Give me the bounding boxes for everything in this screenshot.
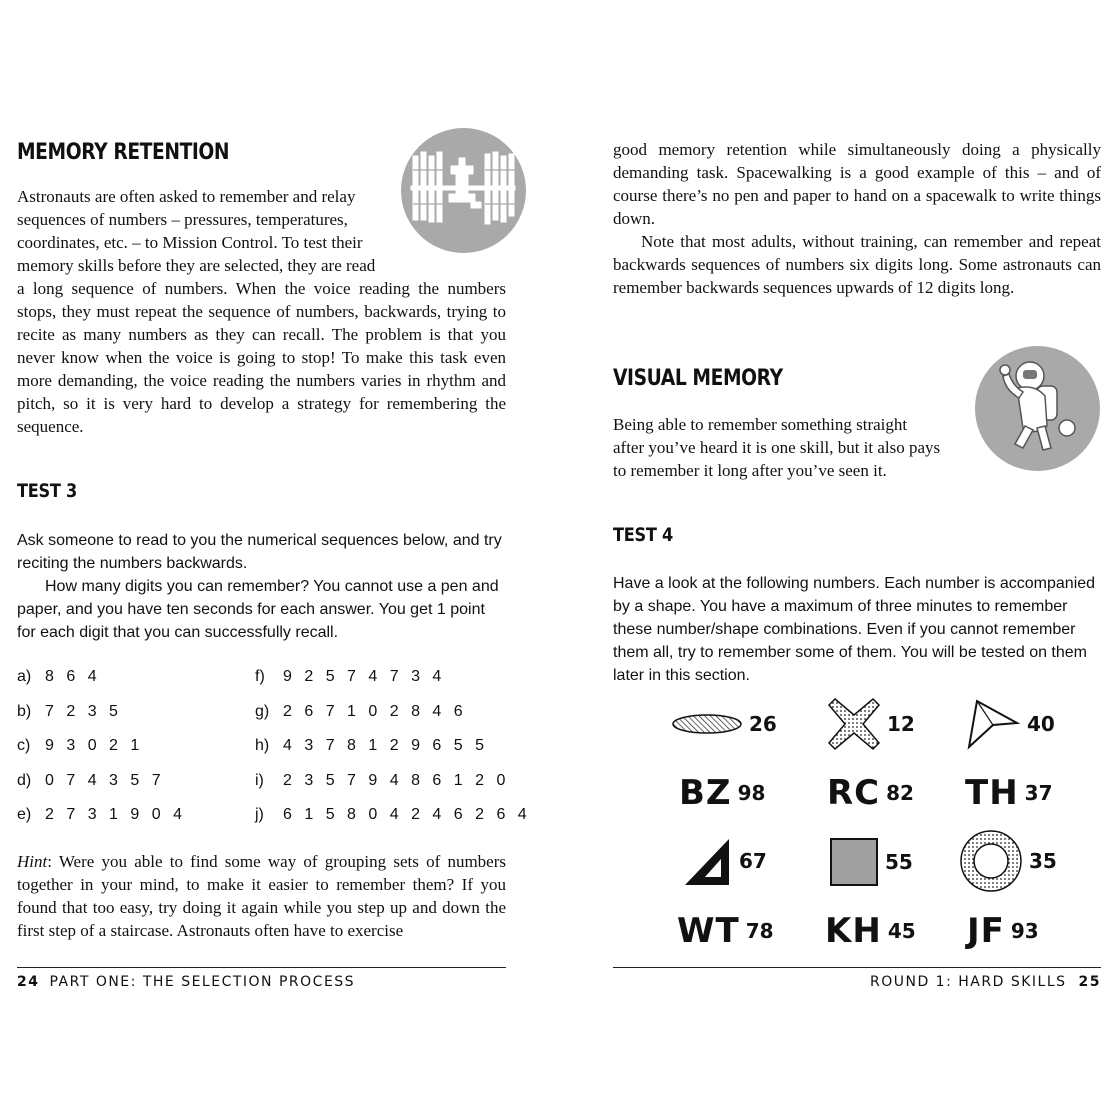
intro-line-2: sequences of numbers – pressures, temperatures,	[17, 210, 348, 229]
shape-letters: TH	[965, 773, 1019, 813]
hint-text: : Were you able to find some way of grouping sets of numbers together in your mind, to make it easier to remember them? If you found that too easy, try doing it again while you step up and down the first step of a staircase. Astronauts often have to exercise	[17, 852, 506, 940]
arrow-pointer-icon	[965, 697, 1021, 751]
hint-paragraph	[17, 850, 506, 942]
shape-number: 78	[745, 919, 774, 943]
sequence-letter: f)	[255, 668, 265, 685]
sequence-letter: j)	[255, 806, 264, 823]
visual-line-1: Being able to remember something straight	[613, 415, 908, 434]
intro-line-1: Astronauts are often asked to remember and relay	[17, 187, 356, 206]
right-running-title: ROUND 1: HARD SKILLS	[869, 974, 1067, 990]
sequence-f	[255, 665, 445, 689]
intro-line-3: coordinates, etc. – to Mission Control. To test their	[17, 233, 363, 252]
shape-number: 35	[1029, 849, 1057, 873]
sequence-digits: 7 2 3 5	[45, 703, 122, 720]
sequence-e	[17, 803, 186, 827]
shape-number: 98	[737, 781, 766, 805]
test-3-instructions: Ask someone to read to you the numerical sequences below, and try reciting the numbers backwards.	[17, 532, 502, 572]
shape-cell-82	[827, 772, 914, 814]
dotted-cross-icon	[827, 697, 881, 751]
test-4-instructions: Have a look at the following numbers. Each number is accompanied by a shape. You have a maximum of three minutes to remember these number/shape combinations. Even if you cannot remember them all, try to remember some of them. You will be tested on them later in this section.	[613, 575, 1096, 684]
sequence-digits: 9 3 0 2 1	[45, 737, 144, 754]
sequence-letter: i)	[255, 772, 264, 789]
hint-label: Hint	[17, 852, 48, 871]
right-footer	[613, 967, 1101, 990]
triangle-icon	[683, 835, 733, 887]
sequence-b	[17, 700, 122, 724]
shape-number: 45	[887, 919, 916, 943]
shape-number: 12	[887, 712, 915, 736]
right-page	[557, 0, 1114, 1114]
left-running-title: PART ONE: THE SELECTION PROCESS	[49, 974, 356, 990]
intro-paragraph-rest: a long sequence of numbers. When the voice reading the numbers stops, they must repeat the sequence of numbers, backwards, trying to recite as many numbers as they can recall. The problem is that you never know when the voice is going to stop! To make this task even more demanding, the voice reading the numbers varies in rhythm and pitch, so it is very hard to develop a strategy for remembering the sequence.	[17, 279, 506, 436]
visual-memory-intro	[613, 413, 973, 482]
visual-line-2: after you’ve heard it is one skill, but it also pays	[613, 438, 941, 457]
sequence-a	[17, 665, 101, 689]
sequence-letter: c)	[17, 737, 31, 754]
sequence-i	[255, 769, 509, 793]
shape-number: 37	[1024, 781, 1053, 805]
hatched-ellipse-icon	[671, 711, 743, 737]
sequence-c	[17, 734, 143, 758]
sequence-letter: g)	[255, 703, 270, 720]
visual-line-3: to remember it long after you’ve seen it.	[613, 461, 887, 480]
shape-letters: WT	[677, 911, 740, 951]
sequence-d	[17, 769, 165, 793]
shape-cell-93	[967, 910, 1039, 952]
shape-cell-12	[827, 697, 915, 751]
shape-letters: RC	[827, 773, 881, 813]
sequence-digits: 8 6 4	[45, 668, 101, 685]
shape-letters: BZ	[679, 773, 732, 813]
shape-cell-35	[959, 829, 1057, 893]
test-3-rules: How many digits you can remember? You cannot use a pen and paper, and you have ten seconds for each answer. You get 1 point for each digit that you can successfully recall.	[17, 578, 499, 641]
shape-cell-67	[683, 834, 767, 888]
sequence-letter: e)	[17, 806, 32, 823]
astronaut-icon	[975, 346, 1100, 471]
dotted-ring-icon	[959, 829, 1023, 893]
sequence-digits: 2 6 7 1 0 2 8 4 6	[283, 703, 467, 720]
sequence-digits: 9 2 5 7 4 7 3 4	[283, 668, 446, 685]
shape-letters: KH	[825, 911, 882, 951]
test-4-heading: TEST 4	[613, 524, 674, 546]
shape-cell-98	[679, 772, 765, 814]
sequence-g	[255, 700, 467, 724]
test-3-heading: TEST 3	[17, 480, 78, 502]
sequence-digits: 0 7 4 3 5 7	[45, 772, 165, 789]
shape-cell-45	[825, 910, 916, 952]
left-footer	[17, 967, 506, 990]
sequence-letter: a)	[17, 668, 32, 685]
shape-letters: JF	[967, 911, 1005, 951]
shape-cell-40	[965, 697, 1055, 751]
shape-cell-55	[829, 836, 913, 888]
sequence-letter: d)	[17, 772, 32, 789]
sequence-letter: b)	[17, 703, 32, 720]
intro-lines	[17, 185, 412, 277]
sequence-digits: 2 3 5 7 9 4 8 6 1 2 0	[283, 772, 510, 789]
shape-number: 40	[1027, 712, 1055, 736]
sequence-digits: 6 1 5 8 0 4 2 4 6 2 6 4	[283, 806, 531, 823]
sequence-j	[255, 803, 531, 827]
note-paragraph: Note that most adults, without training, can remember and repeat backwards sequences of numbers six digits long. Some astronauts can remember backwards sequences upwards of 12 digits long.	[613, 232, 1101, 297]
shape-number: 26	[749, 712, 777, 736]
intro-line-4: memory skills before they are selected, they are read	[17, 256, 376, 275]
left-page-number: 24	[17, 974, 40, 990]
shape-cell-26	[671, 706, 777, 742]
sequence-letter: h)	[255, 737, 270, 754]
space-station-icon	[401, 128, 526, 253]
visual-memory-heading: VISUAL MEMORY	[613, 366, 783, 391]
shape-cell-37	[965, 772, 1053, 814]
sequence-h	[255, 734, 488, 758]
sequence-digits: 2 7 3 1 9 0 4	[45, 806, 186, 823]
gray-square-icon	[829, 837, 879, 887]
sequence-digits: 4 3 7 8 1 2 9 6 5 5	[283, 737, 488, 754]
continued-paragraph: good memory retention while simultaneously doing a physically demanding task. Spacewalking is a good example of this – and of course there’s no pen and paper to hand on a spacewalk to write things down.	[613, 140, 1101, 228]
memory-retention-heading: MEMORY RETENTION	[17, 140, 230, 165]
shape-number: 67	[739, 849, 767, 873]
right-page-number: 25	[1078, 974, 1101, 990]
shape-number: 55	[885, 850, 913, 874]
shape-cell-78	[677, 910, 774, 952]
shape-number: 82	[886, 781, 914, 805]
shape-number: 93	[1010, 919, 1039, 943]
